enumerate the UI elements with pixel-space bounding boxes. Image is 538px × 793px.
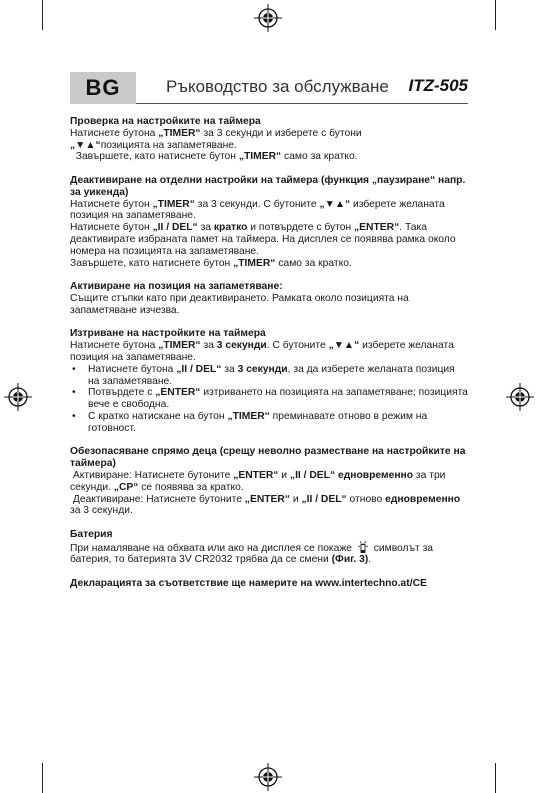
section-declaration <box>70 578 468 590</box>
section-heading: Активиране на позиция на запаметяване: <box>70 281 283 293</box>
section-delete <box>70 328 468 434</box>
paragraph: Натиснете бутон „II / DEL“ за кратко и потвърдете с бутон „ENTER“. Така деактивирате избраната памет на таймера. На дисплея се появява рамка около номера на позицията на запаметяване. <box>70 222 456 257</box>
bullet-list <box>70 364 468 435</box>
paragraph: Деактивиране: Натиснете бутоните „ENTER“ и „II / DEL“ отново едновременно за 3 секунди. <box>70 493 464 517</box>
section-battery <box>70 529 468 566</box>
section-check <box>70 116 468 163</box>
list-item: • Натиснете бутона „II / DEL“ за 3 секунди, за да изберете желаната позиция на запаметяване. <box>70 364 468 388</box>
paragraph: Същите стъпки като при деактивирането. Рамката около позицията на запаметяване изчезва. <box>70 292 409 316</box>
language-badge: BG <box>70 72 136 104</box>
section-heading: Проверка на настройките на таймера <box>70 116 261 127</box>
manual-title: Ръководство за обслужване <box>166 77 389 96</box>
registration-mark-top-icon <box>253 3 283 33</box>
section-childlock <box>70 446 468 517</box>
paragraph: При намаляване на обхвата или ако на дисплея се покаже символът за батерия, то батерията 3V CR2032 трябва да се смени (Фиг. 3). <box>70 542 434 566</box>
crop-mark-top-left <box>42 0 43 30</box>
manual-content <box>70 116 468 590</box>
registration-mark-right-icon <box>505 382 535 412</box>
crop-mark-top-right <box>495 0 496 30</box>
section-heading: Деактивиране на отделни настройки на таймера (функция „паузиране“ напр. за уикенда) <box>70 174 466 198</box>
battery-low-icon <box>357 541 369 553</box>
paragraph: Натиснете бутона „TIMER“ за 3 секунди. С бутоните „▼▲“ изберете желаната позиция на запаметяване. <box>70 340 454 363</box>
paragraph: Натиснете бутон „TIMER“ за 3 секунди. С бутоните „▼▲“ изберете желаната позиция на запаметяване. <box>70 198 445 222</box>
section-heading: Батерия <box>70 528 113 540</box>
page-header <box>70 72 468 104</box>
section-heading: Изтриване на настройките на таймера <box>70 328 266 340</box>
section-heading: Обезопасяване спрямо деца (срещу неволно разместване на настройките на таймера) <box>70 446 466 470</box>
section-activate <box>70 281 468 316</box>
list-item: • Потвърдете с „ENTER“ изтриването на позицията на запаметяване; позицията вече е свободна. <box>70 387 468 411</box>
paragraph: Завършете, като натиснете бутон „TIMER“ само за кратко. <box>70 151 358 163</box>
paragraph: Натиснете бутона „TIMER“ за 3 секунди и изберете с бутони <box>70 127 362 139</box>
registration-mark-bottom-icon <box>253 762 283 792</box>
section-deactivate <box>70 175 468 269</box>
crop-mark-bottom-left <box>42 763 43 793</box>
declaration-text: Декларацията за съответствие ще намерите на www.intertechno.at/CE <box>70 578 427 590</box>
list-item: • С кратко натискане на бутон „TIMER“ преминавате отново в режим на готовност. <box>70 411 468 435</box>
paragraph: Завършете, като натиснете бутон „TIMER“ само за кратко. <box>70 257 352 269</box>
header-divider <box>136 103 468 104</box>
registration-mark-left-icon <box>3 382 33 412</box>
paragraph: „▼▲“позицията на запаметяване. <box>70 139 237 151</box>
crop-mark-bottom-right <box>495 763 496 793</box>
model-number: ITZ-505 <box>408 76 468 95</box>
paragraph: Активиране: Натиснете бутоните „ENTER“ и „II / DEL“ едновременно за три секунди. „CP“ се появява за кратко. <box>70 469 449 493</box>
